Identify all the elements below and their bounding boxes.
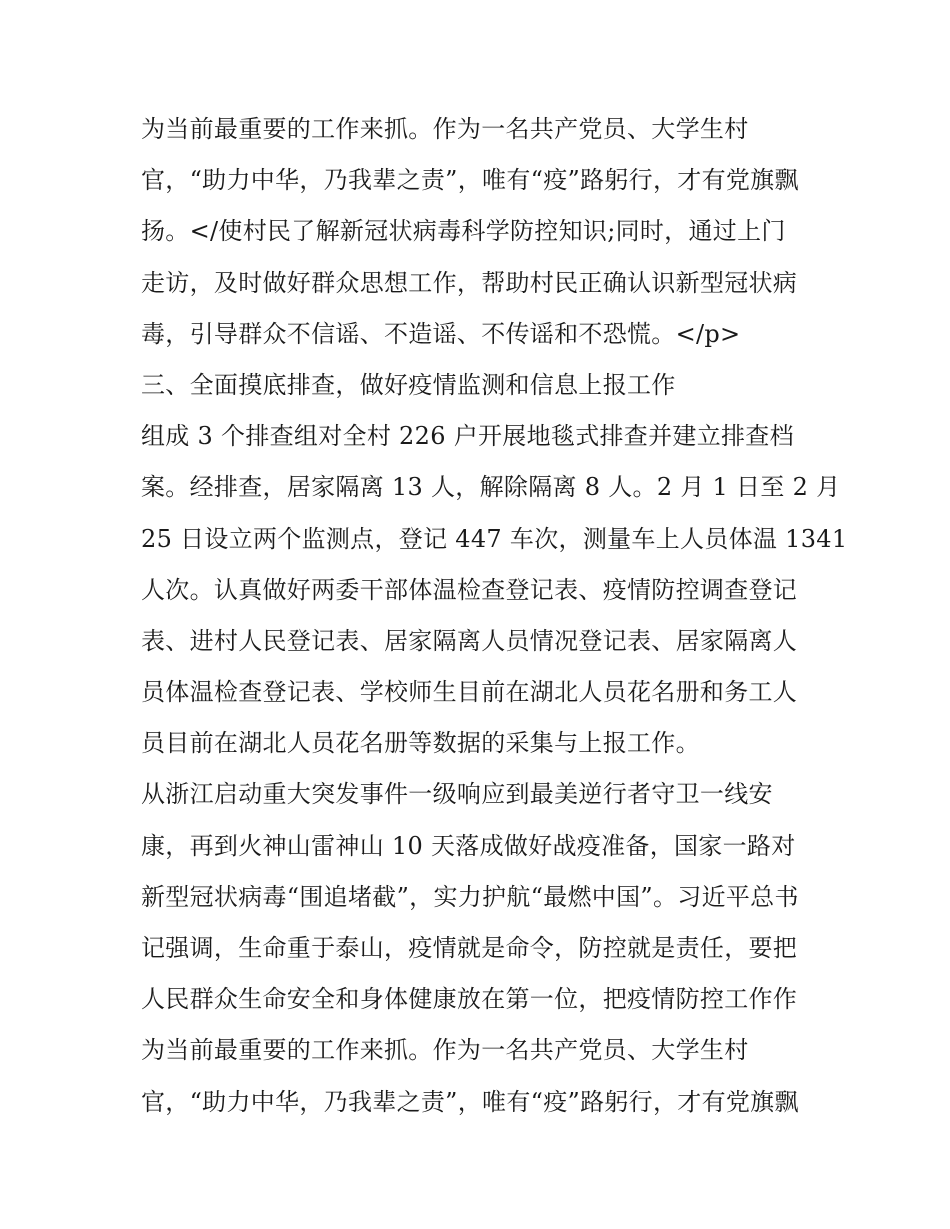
text-line: 走访，及时做好群众思想工作，帮助村民正确认识新型冠状病 bbox=[141, 268, 798, 297]
text-line: 组成 3 个排查组对全村 226 户开展地毯式排查并建立排查档 bbox=[141, 422, 794, 451]
text-line: 为当前最重要的工作来抓。作为一名共产党员、大学生村 bbox=[141, 115, 749, 143]
text-line: 官，“助力中华，乃我辈之责”，唯有“疫”路躬行，才有党旗飘 bbox=[141, 166, 799, 195]
text-line: 人民群众生命安全和身体健康放在第一位，把疫情防控工作作 bbox=[141, 985, 798, 1014]
text-line: 员体温检查登记表、学校师生目前在湖北人员花名册和务工人 bbox=[141, 678, 798, 707]
text-line: 官，“助力中华，乃我辈之责”，唯有“疫”路躬行，才有党旗飘 bbox=[141, 1087, 799, 1116]
text-line: 康，再到火神山雷神山 10 天落成做好战疫准备，国家一路对 bbox=[141, 831, 796, 860]
body-text bbox=[141, 104, 848, 1128]
text-line: 案。经排查，居家隔离 13 人，解除隔离 8 人。2 月 1 日至 2 月 bbox=[141, 473, 841, 502]
text-line: 从浙江启动重大突发事件一级响应到最美逆行者守卫一线安 bbox=[141, 780, 773, 809]
text-line: 25 日设立两个监测点，登记 447 车次，测量车上人员体温 1341 bbox=[141, 524, 848, 553]
text-line: 记强调，生命重于泰山，疫情就是命令，防控就是责任，要把 bbox=[141, 934, 798, 962]
text-line: 毒，引导群众不信谣、不造谣、不传谣和不恐慌。</p> bbox=[141, 319, 741, 348]
text-line: 新型冠状病毒“围追堵截”，实力护航“最燃中国”。习近平总书 bbox=[141, 882, 799, 911]
text-line: 扬。</使村民了解新冠状病毒科学防控知识;同时，通过上门 bbox=[141, 217, 786, 246]
section-heading: 三、全面摸底排查，做好疫情监测和信息上报工作 bbox=[141, 370, 676, 399]
text-line: 员目前在湖北人员花名册等数据的采集与上报工作。 bbox=[141, 729, 700, 758]
text-line: 表、进村人民登记表、居家隔离人员情况登记表、居家隔离人 bbox=[141, 626, 798, 655]
text-line: 为当前最重要的工作来抓。作为一名共产党员、大学生村 bbox=[141, 1036, 749, 1065]
text-line: 人次。认真做好两委干部体温检查登记表、疫情防控调查登记 bbox=[141, 575, 798, 604]
